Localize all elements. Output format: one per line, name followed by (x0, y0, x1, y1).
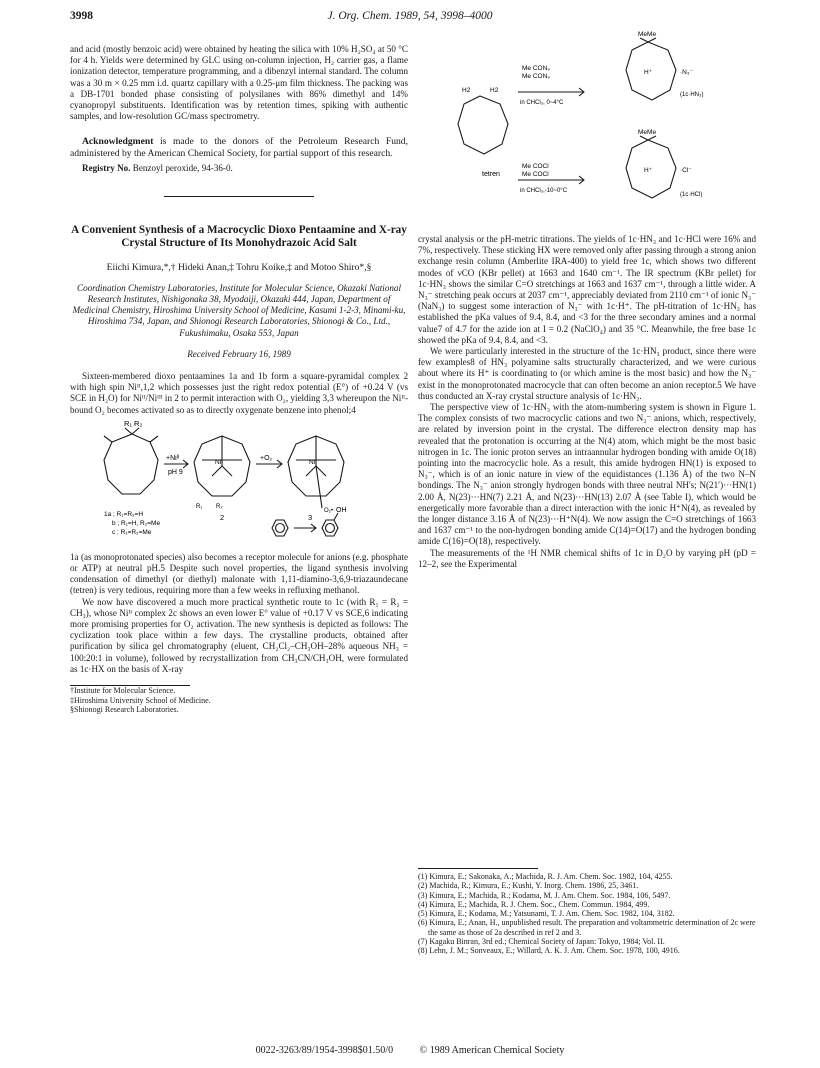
right-paragraph-3: The perspective view of 1c·HN₃ with the atom-numbering system is shown in Figure 1. The complex consists of two macrocyclic cations and two N₃⁻ anions, which, respectively, are related by inversion point in the crystal. The difference electron density map has revealed that the protonation is occurring at the N(4) atom, which might be the most basic nitrogen in 1c. The ionic proton serves an intraannular hydrogen bonding with amide O(18) pointing into the macrocyclic hole. As a result, this amide hydrogen HN(1) is exposed to N₃⁻, which is of an ionic nature in view of the equidistances (1.136 Å) of the two N–N bondings. The N₃⁻ anion strongly hydrogen bonds with three neutral NH's; N(21′)···HN(1) 2.00 Å, N(23)···HN(7) 2.21 Å, and N(23)···HN(13) 2.07 Å (see Table I), which would be energetically more favorable than a direct interaction with the ionic H⁺N(4), as revealed by the longer distance 3.16 Å of N(23)···H⁺N(4). We now assign the C=O stretchings of 1663 and 1637 cm⁻¹ to the non-hydrogen bonding amide C(14)=O(17) and the hydrogen bonding amide C(16)=O(18), respectively. (418, 402, 756, 547)
reference-1: (1) Kimura, E.; Sakonaka, A.; Machida, R. J. Am. Chem. Soc. 1982, 104, 4255. (418, 872, 673, 881)
page-number: 3998 (70, 10, 93, 22)
scheme2-product-1-label: (1c·HN₃) (680, 92, 704, 98)
body-paragraph-1: Sixteen-membered dioxo pentaamines 1a and 1b form a square-pyramidal complex 2 with high spin Niᴵᴵ,1,2 which possesses just the right redox potential (E°) of +0.24 V (vs SCE in H₂O) for Niᴵᴵ/Niᴵᴵᴵ in 2 to permit interaction with O₂, yielding 3,3 whereupon the Niᴵᴵ-bound O₂ becomes activated so as to directly oxygenate benzene into phenol;4 (70, 371, 408, 415)
scheme-1 (70, 420, 408, 548)
scheme2-h2-left-label: H2 (462, 87, 471, 94)
scheme2-meme-top-label: MeMe (638, 31, 657, 38)
scheme2-reagent-2-label: Me COCl (522, 163, 549, 170)
scheme1-1b-label: b ; R₁=H, R₂=Me (112, 519, 161, 527)
scheme1-r1r2-label: R₁ R₂ (124, 419, 143, 428)
scheme1-ni-label: Ni (215, 458, 222, 466)
right-paragraph-2: We were particularly interested in the structure of the 1c·HN₃ product, since there were few examples8 of HN₃ polyamine salts structurally characterized, and we were curious about where its H⁺ is coordinating to (or which amine is the most basic) and how the N₃⁻ exist in the monoprotonated macrocycle that can often become an anion receptor.5 We have thus conducted an X-ray crystal structure analysis of 1c·HN₃. (418, 346, 756, 401)
reference-6: (6) Kimura, E.; Anan, H., unpublished result. The preparation and voltammetric determination of 2c were the same as those of 2a described in ref 2 and 3. (418, 918, 756, 937)
right-paragraph-1: crystal analysis or the pH-metric titrations. The yields of 1c·HN₃ and 1c·HCl were 16% and 7%, respectively. These sticking HX were removed only after passing through a strong anion exchange resin column (Amberlite IRA-400) to yield free 1c, which shows two different modes of νCO (KBr pellet) at 1663 and 1640 cm⁻¹. The IR spectrum (KBr pellet) for 1c·HN₃ shows the similar C=O stretchings at 1663 and 1637 cm⁻¹, through a little wider. A N₃⁻ stretching peak occurs at 2037 cm⁻¹, appreciably deviated from 2110 cm⁻¹ of ionic N₃⁻ (NaN₃) to suggest some interaction of N₃⁻ with 1c·H⁺. The pH-titration of 1c·HN₃ has established the pKa values of 9.4, 8.4, and <3 for the three secondary amines and a normal value7 of 4.7 for the azide ion at I = 0.2 (NaClO₄) and 35 °C. Meanwhile, the free base 1c showed the pKa of 9.4, 8.4, and <3. (418, 234, 756, 345)
scheme1-o2-radical-label: O₂• (324, 507, 334, 514)
acknowledgment-text: is made to the donors of the Petroleum Research Fund, administered by the American Chemical Society, for partial support of this research. (70, 136, 408, 160)
reference-5: (5) Kimura, E.; Kodama, M.; Yatsunami, T. J. Am. Chem. Soc. 1982, 104, 3182. (418, 909, 675, 919)
reference-2: (2) Machida, R.; Kimura, E.; Kushi, Y. Inorg. Chem. 1986, 25, 3461. (418, 881, 639, 891)
article-code: 0022-3263/89/1954-3998$01.50/0 (255, 1045, 394, 1056)
scheme1-ph-label: pH 9 (168, 468, 183, 476)
scheme2-meme-bottom-label: MeMe (638, 129, 657, 136)
left-column (70, 44, 408, 715)
article-authors: Eiichi Kimura,*,† Hideki Anan,‡ Tohru Koike,‡ and Motoo Shiro*,§ (106, 261, 372, 273)
scheme2-chloride-label: ·Cl⁻ (680, 167, 692, 174)
received-date: Received February 16, 1989 (187, 348, 291, 359)
scheme1-1c-label: c ; R₁=R₂=Me (112, 528, 152, 536)
reference-4: (4) Kimura, E.; Machida, R. J. Chem. Soc., Chem. Commun. 1984, 499. (418, 899, 650, 909)
scheme2-reagent-2b-label: Me COCl (522, 171, 549, 178)
scheme2-condition-1-label: in CHCl₃, 0~4°C (520, 100, 564, 106)
registry-label: Registry No. (82, 162, 131, 173)
scheme-2-drawing (418, 30, 756, 230)
footnote-3: §Shionogi Research Laboratories. (70, 705, 179, 715)
reference-7: (7) Kagaku Binran, 3rd ed.; Chemical Society of Japan: Tokyo, 1984; Vol. II. (418, 937, 665, 947)
copyright-notice: © 1989 American Chemical Society (419, 1045, 565, 1056)
scheme2-product-2-label: (1c·HCl) (680, 192, 703, 198)
scheme2-hplus-label-1: H⁺ (644, 69, 653, 76)
body-paragraph-2: 1a (as monoprotonated species) also becomes a receptor molecule for anions (e.g. phosphate or ATP) at neutral pH.5 Despite such novel properties, the ligand synthesis involving condensation of dimethyl (or diethyl) malonate with 1,11-diamino-3,6,9-triazaundecane (tetren) is very tedious, requiring more than a few weeks in refluxing methanol. (70, 551, 408, 596)
footnote-2: ‡Hiroshima University School of Medicine. (70, 695, 211, 705)
right-paragraph-4: The measurements of the ¹H NMR chemical shifts of 1c in D₂O by varying pH (pD = 12–2, see the Experimental (418, 547, 756, 569)
acknowledgment (70, 136, 408, 159)
journal-citation: J. Org. Chem. 1989, 54, 3998–4000 (327, 10, 493, 22)
scheme1-1a-label: 1a ; R₁=R₂=H (104, 510, 144, 518)
scheme2-condition-2-label: in CHCl₃,-10~0°C (520, 188, 568, 194)
references (418, 868, 756, 956)
scheme2-reagent-1b-label: Me CON₃ (522, 73, 550, 80)
acknowledgment-label: Acknowledgment (82, 136, 154, 148)
left-intro-paragraph: and acid (mostly benzoic acid) were obtained by heating the silica with 10% H₂SO₄ at 50 °C for 4 h. Yields were determined by GLC using on-column injection, H₂ carrier gas, a flame ionization detector, temperature programming, and a dibenzyl internal standard. The column was a 30 m × 0.25 mm i.d. quartz capillary with a 0.25-μm film thickness. The packing was a DB-1701 bonded phase consisting of polysilanes with 86% dimethyl and 14% cyanopropyl substituents. Identification was by retention times, spiking with authentic samples, and low-resolution GC/mass spectrometry. (70, 44, 408, 122)
running-header (70, 10, 750, 26)
body-paragraph-3: We now have discovered a much more practical synthetic route to 1c (with R₁ = R₂ = CH₃), whose Niᴵᴵ complex 2c shows an even lower E° value of +0.17 V vs SCE,6 indicating more promising properties for O₂ activation. The new synthesis is depicted as follows: The cyclization took place within a few days. The crystalline products, obtained after purification by silica gel chromatography (eluent, CH₂Cl₂–CH₃OH–28% aqueous NH₃ = 100:20:1 in volume), followed by recrystallization from CH₃CN/CH₃OH, were formulated as 1c·HX on the basis of X-ray (70, 596, 408, 674)
section-divider (164, 196, 314, 197)
reference-8: (8) Lehn, J. M.; Sonveaux, E.; Willard, A. K. J. Am. Chem. Soc. 1978, 100, 4916. (418, 946, 680, 956)
reference-3: (3) Kimura, E.; Machida, R.; Kodama, M. J. Am. Chem. Soc. 1984, 106, 5497. (418, 890, 671, 900)
scheme1-oh-label: OH (336, 506, 347, 514)
scheme2-hplus-label-2: H⁺ (644, 167, 653, 174)
footnote-1: †Institute for Molecular Science. (70, 686, 176, 696)
page-footer (0, 1045, 820, 1056)
scheme1-ni-label-2: Ni (309, 458, 316, 466)
article-affiliation: Coordination Chemistry Laboratories, Institute for Molecular Science, Okazaki National Research Institutes, Nishigonaka 38, Myodaiji, Okazaki 444, Japan, Department of Medicinal Chemistry, Hiroshima University School of Medicine, Kasumi 1-2-3, Minami-ku, Hiroshima 734, Japan, and Shionogi Research Laboratories, Shionogi & Co., Ltd., Fukushimaku, Osaka 553, Japan (72, 282, 406, 338)
scheme2-tetren-label: tetren (482, 171, 500, 178)
scheme1-compound-2-label: 2 (220, 512, 225, 522)
right-column (418, 30, 756, 570)
article-title: A Convenient Synthesis of a Macrocyclic Dioxo Pentaamine and X-ray Crystal Structure of Its Monohydrazoic Acid Salt (71, 223, 407, 250)
scheme2-azide-label: ·N₃⁻ (680, 69, 693, 76)
scheme1-plus-o2-label: +O₂ (260, 454, 273, 462)
scheme2-h2-right-label: H2 (490, 87, 499, 94)
references-divider (418, 868, 538, 869)
scheme2-reagent-1-label: Me CON₃ (522, 65, 550, 72)
registry-number (70, 163, 408, 174)
scheme1-r1-label: R₁ (196, 503, 203, 510)
registry-text: Benzoyl peroxide, 94-36-0. (130, 162, 233, 173)
scheme1-compound-3-label: 3 (308, 512, 313, 522)
scheme-1-drawing (70, 420, 408, 548)
scheme1-plus-ni-label: +Niᴵᴵ (166, 454, 180, 462)
scheme-2 (418, 30, 756, 230)
scheme1-r2-label: R₂ (216, 503, 223, 510)
